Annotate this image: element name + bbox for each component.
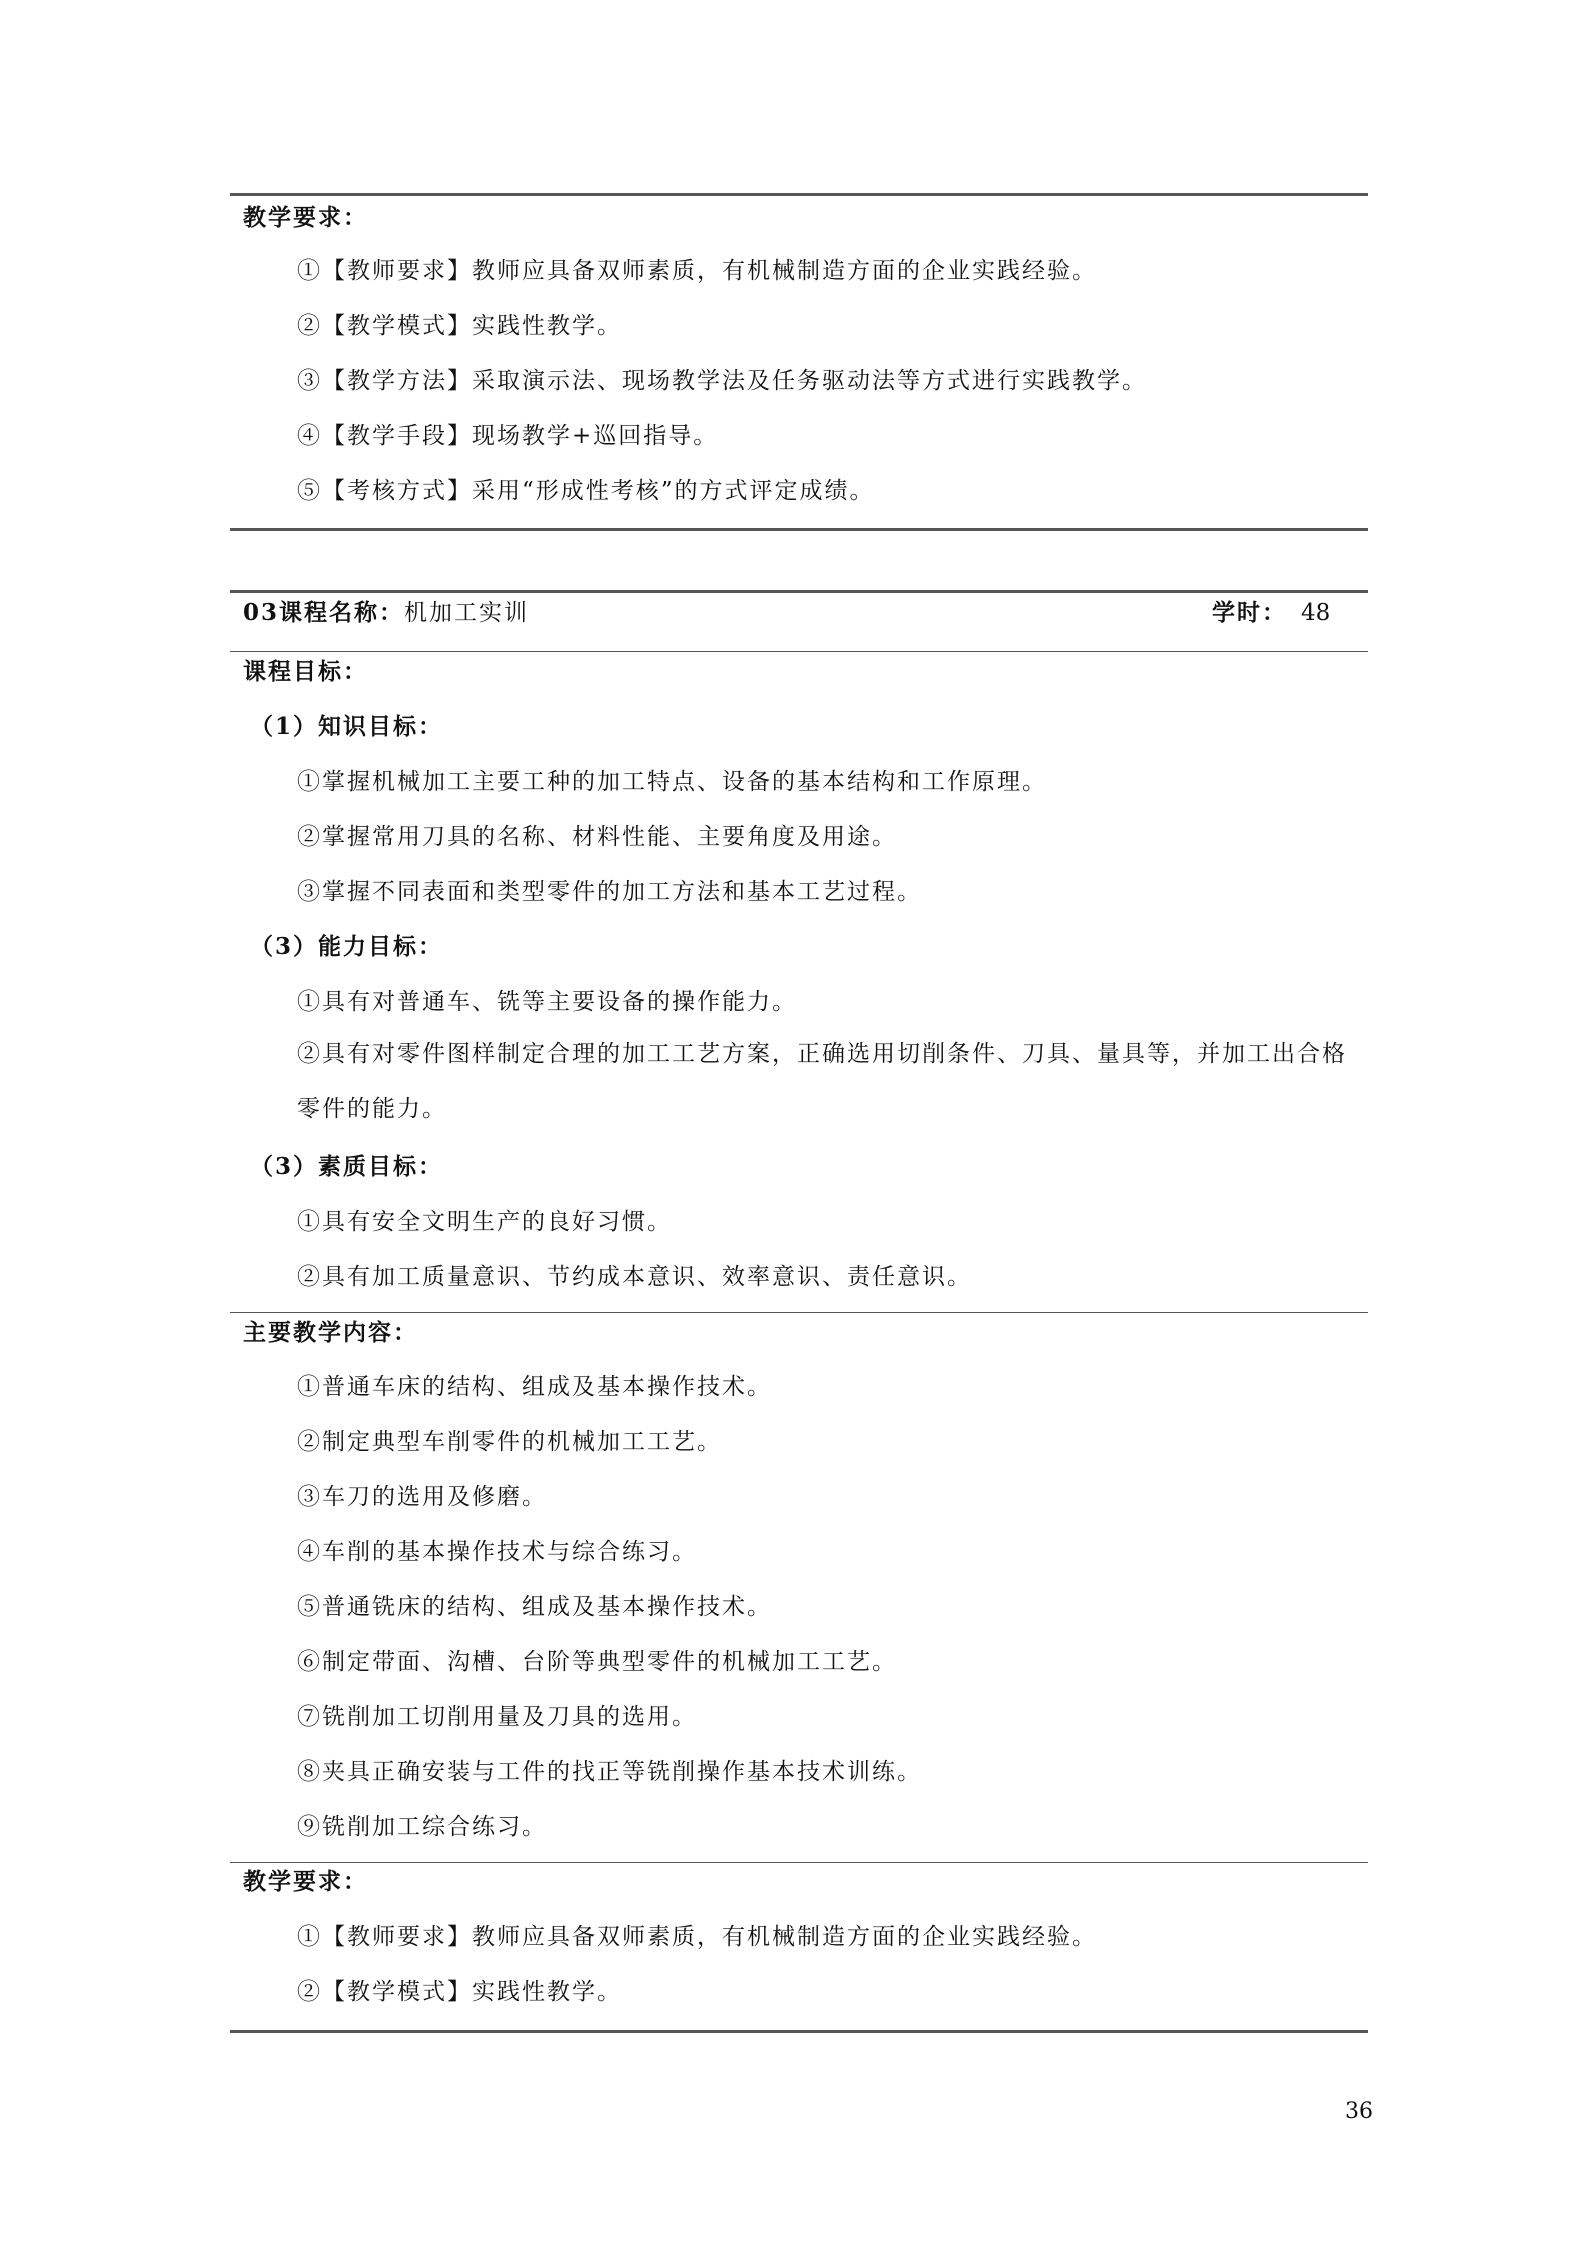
quality-item: ②具有加工质量意识、节约成本意识、效率意识、责任意识。 — [297, 1264, 972, 1290]
course-hours-value: 48 — [1301, 600, 1331, 626]
content-item: ③车刀的选用及修磨。 — [297, 1484, 547, 1510]
content-item: ⑦铣削加工切削用量及刀具的选用。 — [297, 1704, 697, 1730]
table-top-border — [230, 193, 1368, 196]
requirement-item: ①【教师要求】教师应具备双师素质，有机械制造方面的企业实践经验。 — [297, 1924, 1097, 1950]
row-divider — [230, 1862, 1368, 1863]
knowledge-item: ③掌握不同表面和类型零件的加工方法和基本工艺过程。 — [297, 879, 922, 905]
requirement-item: ④【教学手段】现场教学+巡回指导。 — [297, 423, 719, 449]
content-item: ⑨铣削加工综合练习。 — [297, 1814, 547, 1840]
content-item: ②制定典型车削零件的机械加工工艺。 — [297, 1429, 722, 1455]
content-item: ⑥制定带面、沟槽、台阶等典型零件的机械加工工艺。 — [297, 1649, 897, 1675]
course-name-value: 机加工实训 — [404, 600, 530, 626]
table-bottom-border — [230, 528, 1368, 531]
row-divider — [230, 651, 1368, 652]
requirement-item: ②【教学模式】实践性教学。 — [297, 313, 622, 339]
teaching-requirements-heading: 教学要求： — [243, 204, 368, 231]
course-name-label: 03课程名称： — [243, 599, 405, 626]
requirement-item: ⑤【考核方式】采用“形成性考核”的方式评定成绩。 — [297, 478, 875, 504]
content-item: ⑧夹具正确安装与工件的找正等铣削操作基本技术训练。 — [297, 1759, 922, 1785]
content-item: ①普通车床的结构、组成及基本操作技术。 — [297, 1374, 772, 1400]
knowledge-item: ②掌握常用刀具的名称、材料性能、主要角度及用途。 — [297, 824, 897, 850]
course-hours-label: 学时： — [1212, 599, 1287, 626]
quality-objectives-heading: （3）素质目标： — [250, 1153, 444, 1180]
knowledge-item: ①掌握机械加工主要工种的加工特点、设备的基本结构和工作原理。 — [297, 769, 1047, 795]
course-hours — [1212, 597, 1330, 629]
content-item: ⑤普通铣床的结构、组成及基本操作技术。 — [297, 1594, 772, 1620]
content-item: ④车削的基本操作技术与综合练习。 — [297, 1539, 697, 1565]
row-divider — [230, 1312, 1368, 1313]
ability-objectives-heading: （3）能力目标： — [250, 933, 444, 960]
teaching-requirements-heading: 教学要求： — [243, 1868, 368, 1895]
main-content-heading: 主要教学内容： — [243, 1319, 418, 1346]
knowledge-objectives-heading: （1）知识目标： — [250, 713, 444, 740]
requirement-item: ③【教学方法】采取演示法、现场教学法及任务驱动法等方式进行实践教学。 — [297, 368, 1147, 394]
ability-item: ②具有对零件图样制定合理的加工工艺方案，正确选用切削条件、刀具、量具等，并加工出合格零件的能力。 — [297, 1041, 1347, 1122]
course-objectives-heading: 课程目标： — [243, 658, 368, 685]
course-table-bottom-border — [230, 2030, 1368, 2033]
ability-item: ①具有对普通车、铣等主要设备的操作能力。 — [297, 989, 797, 1015]
requirement-item: ②【教学模式】实践性教学。 — [297, 1979, 622, 2005]
requirement-item: ①【教师要求】教师应具备双师素质，有机械制造方面的企业实践经验。 — [297, 258, 1097, 284]
page-number: 36 — [1345, 2099, 1373, 2124]
quality-item: ①具有安全文明生产的良好习惯。 — [297, 1209, 672, 1235]
course-title-row — [243, 597, 529, 629]
course-table-top-border — [230, 590, 1368, 593]
